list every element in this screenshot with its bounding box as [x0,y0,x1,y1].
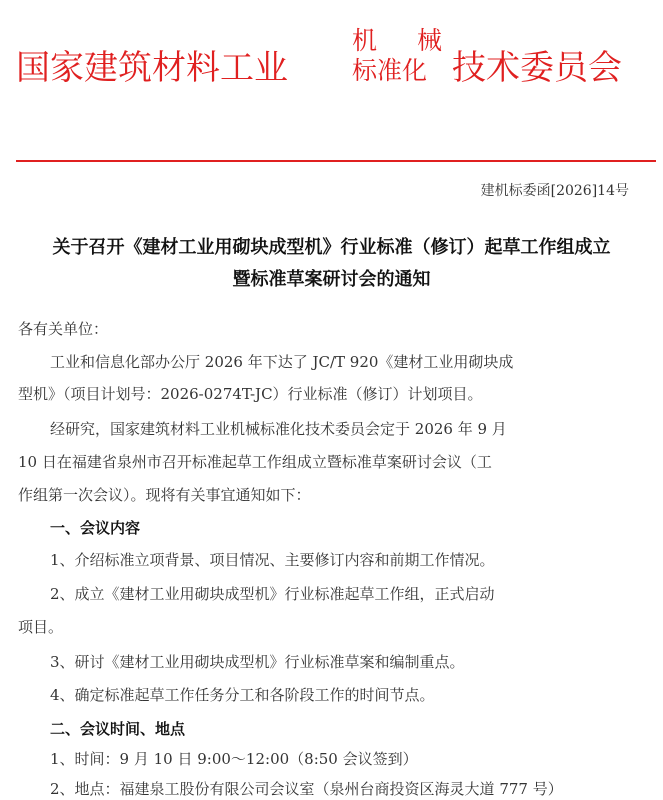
section-heading-1: 一、会议内容 [50,519,141,537]
meeting-time: 1、时间：9 月 10 日 9:00～12:00（8:50 会议签到） [50,750,418,768]
paragraph-1-line-2: 型机》（项目计划号：2026-0274T-JC）行业标准（修订）计划项目。 [18,385,483,403]
meeting-place: 2、地点：福建泉工股份有限公司会议室（泉州台商投资区海灵大道 777 号） [50,780,563,798]
notice-title [0,232,663,296]
notice-title-line-1: 关于召开《建材工业用砌块成型机》行业标准（修订）起草工作组成立 [52,237,611,258]
org-name-left: 国家建筑材料工业 [16,48,288,88]
paragraph-2-line-1: 经研究，国家建筑材料工业机械标准化技术委员会定于 2026 年 9 月 [50,420,507,438]
letterhead [0,0,663,120]
org-name-stack-char-1: 机 [352,26,378,55]
org-name-stack-char-2: 械 [416,26,442,55]
list-item-4: 4、确定标准起草工作任务分工和各阶段工作的时间节点。 [50,686,435,704]
org-name-stack [352,26,452,86]
salutation: 各有关单位： [18,320,109,338]
notice-title-line-2: 暨标准草案研讨会的通知 [232,269,431,290]
list-item-2-line-2: 项目。 [18,618,64,636]
paragraph-2-line-3: 作组第一次会议）。现将有关事宜通知如下： [18,486,311,504]
org-name-right: 技术委员会 [452,48,622,88]
section-heading-2: 二、会议时间、地点 [50,720,186,738]
org-name-stack-top [352,26,442,56]
list-item-2-line-1: 2、成立《建材工业用砌块成型机》行业标准起草工作组，正式启动 [50,585,495,603]
document-number: 建机标委函[2026]14号 [480,183,629,199]
paragraph-1-line-1: 工业和信息化部办公厅 2026 年下达了 JC/T 920《建材工业用砌块成 [50,353,514,371]
list-item-1: 1、介绍标准立项背景、项目情况、主要修订内容和前期工作情况。 [50,551,495,569]
org-name-stack-bottom: 标准化 [352,56,428,85]
letterhead-divider [16,160,656,162]
paragraph-2-line-2: 10 日在福建省泉州市召开标准起草工作组成立暨标准草案研讨会议（工 [18,453,492,471]
list-item-3: 3、研讨《建材工业用砌块成型机》行业标准草案和编制重点。 [50,653,465,671]
